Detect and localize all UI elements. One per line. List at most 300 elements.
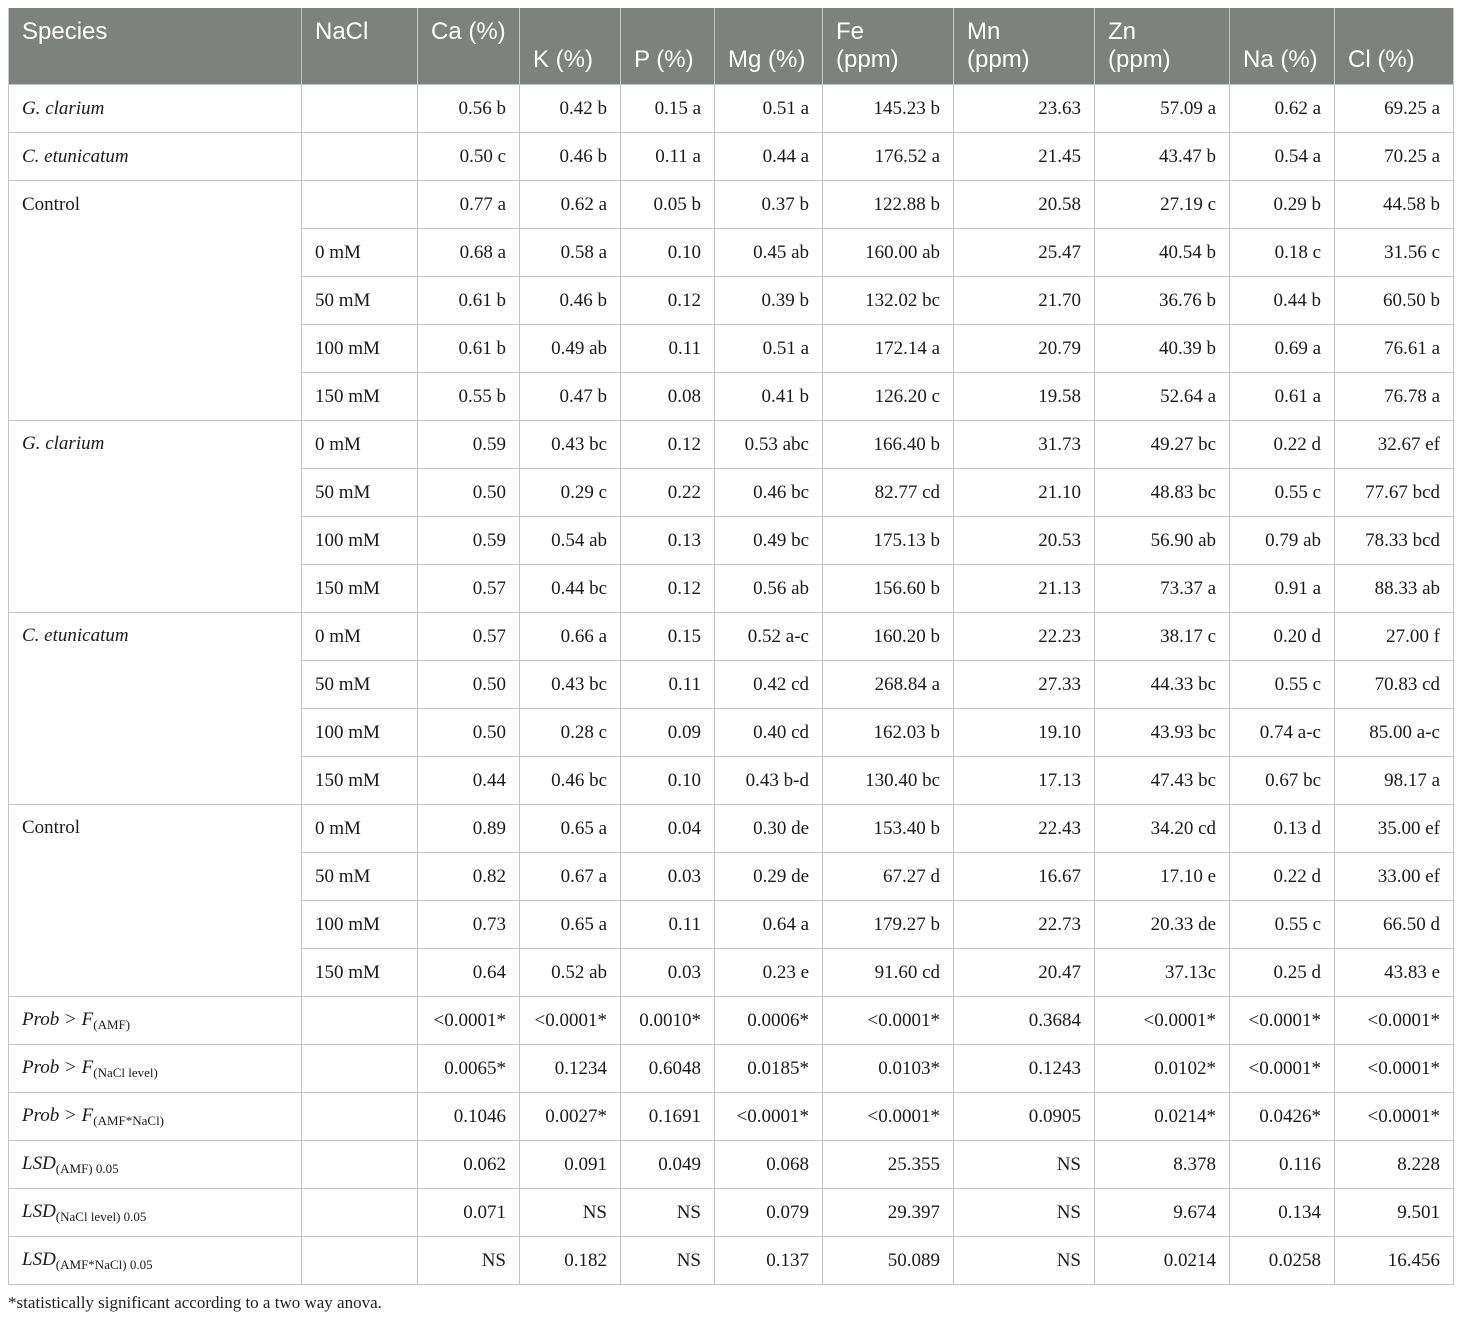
value-cell: 76.78 a <box>1335 373 1454 421</box>
stat-label-subscript: (NaCl level) 0.05 <box>55 1208 147 1224</box>
value-cell: 17.10 e <box>1095 853 1230 901</box>
species-cell: C. etunicatum <box>9 133 302 181</box>
value-cell: 0.1234 <box>520 1045 621 1093</box>
value-cell: 0.45 ab <box>715 229 823 277</box>
value-cell: 22.23 <box>954 613 1095 661</box>
value-cell: 0.61 b <box>418 277 520 325</box>
value-cell: NS <box>418 1237 520 1285</box>
value-cell: 0.134 <box>1230 1189 1335 1237</box>
nacl-cell: 0 mM <box>302 229 418 277</box>
value-cell: 27.33 <box>954 661 1095 709</box>
value-cell: NS <box>954 1141 1095 1189</box>
value-cell: 0.08 <box>621 373 715 421</box>
value-cell: 0.11 <box>621 661 715 709</box>
value-cell: 268.84 a <box>823 661 954 709</box>
value-cell: 20.33 de <box>1095 901 1230 949</box>
value-cell: 0.071 <box>418 1189 520 1237</box>
value-cell: NS <box>621 1189 715 1237</box>
value-cell: 25.47 <box>954 229 1095 277</box>
value-cell: 70.25 a <box>1335 133 1454 181</box>
value-cell: 172.14 a <box>823 325 954 373</box>
value-cell: 0.1243 <box>954 1045 1095 1093</box>
species-cell <box>9 229 302 277</box>
value-cell: <0.0001* <box>715 1093 823 1141</box>
value-cell: 16.456 <box>1335 1237 1454 1285</box>
value-cell: NS <box>520 1189 621 1237</box>
value-cell: 0.91 a <box>1230 565 1335 613</box>
table-container <box>8 8 1453 1313</box>
value-cell: <0.0001* <box>418 997 520 1045</box>
value-cell: 0.54 ab <box>520 517 621 565</box>
table-row <box>9 133 1454 181</box>
value-cell: 0.22 d <box>1230 853 1335 901</box>
nacl-cell: 50 mM <box>302 661 418 709</box>
header-zn: Zn (ppm) <box>1095 8 1230 85</box>
value-cell: 0.43 bc <box>520 661 621 709</box>
nacl-cell: 100 mM <box>302 901 418 949</box>
value-cell: 0.51 a <box>715 85 823 133</box>
stat-label-subscript: (AMF*NaCl) <box>93 1112 165 1128</box>
value-cell: 70.83 cd <box>1335 661 1454 709</box>
value-cell: 0.50 <box>418 709 520 757</box>
value-cell: 0.44 bc <box>520 565 621 613</box>
value-cell: 0.25 d <box>1230 949 1335 997</box>
stats-row <box>9 997 1454 1045</box>
value-cell: 0.0214* <box>1095 1093 1230 1141</box>
nacl-cell: 0 mM <box>302 613 418 661</box>
value-cell: 0.64 a <box>715 901 823 949</box>
value-cell: 0.49 bc <box>715 517 823 565</box>
value-cell: 0.0258 <box>1230 1237 1335 1285</box>
value-cell: 0.69 a <box>1230 325 1335 373</box>
value-cell: 0.46 b <box>520 133 621 181</box>
value-cell: 0.11 <box>621 901 715 949</box>
value-cell: 0.0214 <box>1095 1237 1230 1285</box>
value-cell: 0.0010* <box>621 997 715 1045</box>
nacl-cell <box>302 133 418 181</box>
value-cell: 21.45 <box>954 133 1095 181</box>
value-cell: 49.27 bc <box>1095 421 1230 469</box>
table-row <box>9 181 1454 229</box>
value-cell: 0.44 <box>418 757 520 805</box>
value-cell: 0.22 d <box>1230 421 1335 469</box>
value-cell: 0.44 a <box>715 133 823 181</box>
table-row <box>9 277 1454 325</box>
species-cell <box>9 373 302 421</box>
value-cell: 66.50 d <box>1335 901 1454 949</box>
header-cl: Cl (%) <box>1335 8 1454 85</box>
value-cell: 0.29 c <box>520 469 621 517</box>
value-cell: 0.03 <box>621 853 715 901</box>
value-cell: 25.355 <box>823 1141 954 1189</box>
value-cell: 0.28 c <box>520 709 621 757</box>
value-cell: 0.51 a <box>715 325 823 373</box>
value-cell: 0.46 bc <box>520 757 621 805</box>
value-cell: 21.70 <box>954 277 1095 325</box>
header-mn: Mn (ppm) <box>954 8 1095 85</box>
nacl-cell: 150 mM <box>302 565 418 613</box>
value-cell: 21.13 <box>954 565 1095 613</box>
value-cell: 69.25 a <box>1335 85 1454 133</box>
stat-label: LSD <box>22 1152 56 1174</box>
species-cell: G. clarium <box>9 85 302 133</box>
stat-label-cell <box>9 1045 302 1093</box>
value-cell: 0.20 d <box>1230 613 1335 661</box>
value-cell: 34.20 cd <box>1095 805 1230 853</box>
value-cell: 47.43 bc <box>1095 757 1230 805</box>
value-cell: 0.29 de <box>715 853 823 901</box>
value-cell: 0.10 <box>621 229 715 277</box>
value-cell: 9.674 <box>1095 1189 1230 1237</box>
value-cell: 0.1691 <box>621 1093 715 1141</box>
value-cell: 0.0027* <box>520 1093 621 1141</box>
value-cell: 9.501 <box>1335 1189 1454 1237</box>
value-cell: 56.90 ab <box>1095 517 1230 565</box>
value-cell: 19.58 <box>954 373 1095 421</box>
value-cell: 52.64 a <box>1095 373 1230 421</box>
table-row <box>9 85 1454 133</box>
value-cell: 20.79 <box>954 325 1095 373</box>
value-cell: 0.12 <box>621 565 715 613</box>
nacl-cell <box>302 1237 418 1285</box>
stat-label-cell <box>9 1189 302 1237</box>
value-cell: 0.52 ab <box>520 949 621 997</box>
stats-row <box>9 1237 1454 1285</box>
nacl-cell <box>302 1189 418 1237</box>
value-cell: 27.19 c <box>1095 181 1230 229</box>
value-cell: 0.0905 <box>954 1093 1095 1141</box>
value-cell: 0.58 a <box>520 229 621 277</box>
value-cell: 0.43 b-d <box>715 757 823 805</box>
value-cell: 0.12 <box>621 421 715 469</box>
value-cell: 0.30 de <box>715 805 823 853</box>
value-cell: 0.67 a <box>520 853 621 901</box>
value-cell: 0.54 a <box>1230 133 1335 181</box>
value-cell: 0.56 ab <box>715 565 823 613</box>
nacl-cell <box>302 1141 418 1189</box>
value-cell: 160.20 b <box>823 613 954 661</box>
value-cell: 0.0103* <box>823 1045 954 1093</box>
species-cell: Control <box>9 805 302 997</box>
value-cell: 0.43 bc <box>520 421 621 469</box>
value-cell: 0.62 a <box>1230 85 1335 133</box>
value-cell: 0.64 <box>418 949 520 997</box>
value-cell: 36.76 b <box>1095 277 1230 325</box>
value-cell: 33.00 ef <box>1335 853 1454 901</box>
value-cell: 0.0102* <box>1095 1045 1230 1093</box>
value-cell: 0.59 <box>418 421 520 469</box>
value-cell: 0.22 <box>621 469 715 517</box>
value-cell: 0.049 <box>621 1141 715 1189</box>
value-cell: 57.09 a <box>1095 85 1230 133</box>
value-cell: 0.0065* <box>418 1045 520 1093</box>
stat-label: LSD <box>22 1200 56 1222</box>
stat-label-cell <box>9 1093 302 1141</box>
value-cell: 0.182 <box>520 1237 621 1285</box>
value-cell: 0.05 b <box>621 181 715 229</box>
value-cell: 0.42 cd <box>715 661 823 709</box>
value-cell: 0.46 b <box>520 277 621 325</box>
value-cell: 0.1046 <box>418 1093 520 1141</box>
value-cell: 19.10 <box>954 709 1095 757</box>
value-cell: 76.61 a <box>1335 325 1454 373</box>
nacl-cell <box>302 1093 418 1141</box>
header-row <box>9 8 1454 85</box>
value-cell: 130.40 bc <box>823 757 954 805</box>
value-cell: 20.47 <box>954 949 1095 997</box>
nacl-cell: 150 mM <box>302 757 418 805</box>
stat-label: Prob > F <box>22 1104 94 1126</box>
value-cell: 0.29 b <box>1230 181 1335 229</box>
value-cell: 0.6048 <box>621 1045 715 1093</box>
value-cell: 0.50 <box>418 661 520 709</box>
header-p: P (%) <box>621 8 715 85</box>
table-row <box>9 325 1454 373</box>
value-cell: 162.03 b <box>823 709 954 757</box>
stat-label-cell <box>9 997 302 1045</box>
value-cell: 0.11 <box>621 325 715 373</box>
stat-label: LSD <box>22 1248 56 1270</box>
value-cell: 60.50 b <box>1335 277 1454 325</box>
value-cell: NS <box>954 1189 1095 1237</box>
value-cell: 0.41 b <box>715 373 823 421</box>
value-cell: 0.03 <box>621 949 715 997</box>
value-cell: 153.40 b <box>823 805 954 853</box>
value-cell: 0.091 <box>520 1141 621 1189</box>
value-cell: 0.3684 <box>954 997 1095 1045</box>
value-cell: 38.17 c <box>1095 613 1230 661</box>
nacl-cell: 50 mM <box>302 469 418 517</box>
value-cell: <0.0001* <box>520 997 621 1045</box>
stat-label: Prob > F <box>22 1008 94 1030</box>
value-cell: 85.00 a-c <box>1335 709 1454 757</box>
value-cell: 0.40 cd <box>715 709 823 757</box>
value-cell: 0.61 b <box>418 325 520 373</box>
value-cell: 21.10 <box>954 469 1095 517</box>
value-cell: 82.77 cd <box>823 469 954 517</box>
value-cell: <0.0001* <box>823 1093 954 1141</box>
value-cell: 156.60 b <box>823 565 954 613</box>
value-cell: 0.67 bc <box>1230 757 1335 805</box>
species-cell: C. etunicatum <box>9 613 302 805</box>
value-cell: 0.57 <box>418 613 520 661</box>
value-cell: 0.068 <box>715 1141 823 1189</box>
value-cell: <0.0001* <box>1230 997 1335 1045</box>
value-cell: 0.0185* <box>715 1045 823 1093</box>
stats-row <box>9 1045 1454 1093</box>
header-na: Na (%) <box>1230 8 1335 85</box>
nacl-cell <box>302 85 418 133</box>
value-cell: 44.58 b <box>1335 181 1454 229</box>
value-cell: 0.77 a <box>418 181 520 229</box>
value-cell: 23.63 <box>954 85 1095 133</box>
value-cell: 0.18 c <box>1230 229 1335 277</box>
species-cell <box>9 325 302 373</box>
nacl-cell: 50 mM <box>302 853 418 901</box>
value-cell: 0.10 <box>621 757 715 805</box>
table-row <box>9 229 1454 277</box>
header-species: Species <box>9 8 302 85</box>
value-cell: 0.57 <box>418 565 520 613</box>
value-cell: 0.13 <box>621 517 715 565</box>
stat-label-subscript: (AMF) 0.05 <box>55 1160 119 1176</box>
value-cell: 0.116 <box>1230 1141 1335 1189</box>
species-cell: G. clarium <box>9 421 302 613</box>
value-cell: 22.43 <box>954 805 1095 853</box>
value-cell: 0.55 c <box>1230 469 1335 517</box>
value-cell: 0.82 <box>418 853 520 901</box>
value-cell: <0.0001* <box>1335 1045 1454 1093</box>
value-cell: 78.33 bcd <box>1335 517 1454 565</box>
nacl-cell <box>302 181 418 229</box>
value-cell: 0.65 a <box>520 901 621 949</box>
value-cell: 8.378 <box>1095 1141 1230 1189</box>
value-cell: 0.04 <box>621 805 715 853</box>
value-cell: <0.0001* <box>1095 997 1230 1045</box>
value-cell: 0.42 b <box>520 85 621 133</box>
value-cell: 145.23 b <box>823 85 954 133</box>
table-row <box>9 613 1454 661</box>
value-cell: 0.59 <box>418 517 520 565</box>
value-cell: 0.56 b <box>418 85 520 133</box>
value-cell: 0.62 a <box>520 181 621 229</box>
value-cell: 77.67 bcd <box>1335 469 1454 517</box>
value-cell: 126.20 c <box>823 373 954 421</box>
value-cell: <0.0001* <box>1230 1045 1335 1093</box>
value-cell: 20.58 <box>954 181 1095 229</box>
table-row <box>9 805 1454 853</box>
value-cell: 160.00 ab <box>823 229 954 277</box>
value-cell: <0.0001* <box>1335 997 1454 1045</box>
footnote: *statistically significant according to a two way anova. <box>8 1293 382 1312</box>
value-cell: 31.73 <box>954 421 1095 469</box>
stats-row <box>9 1141 1454 1189</box>
value-cell: 32.67 ef <box>1335 421 1454 469</box>
value-cell: 43.93 bc <box>1095 709 1230 757</box>
value-cell: 50.089 <box>823 1237 954 1285</box>
table-row <box>9 421 1454 469</box>
stat-label-subscript: (NaCl level) <box>93 1064 158 1080</box>
nacl-cell: 100 mM <box>302 517 418 565</box>
nacl-cell: 150 mM <box>302 949 418 997</box>
value-cell: 0.11 a <box>621 133 715 181</box>
nacl-cell: 0 mM <box>302 805 418 853</box>
value-cell: 0.55 c <box>1230 901 1335 949</box>
header-k: K (%) <box>520 8 621 85</box>
value-cell: 0.79 ab <box>1230 517 1335 565</box>
value-cell: 16.67 <box>954 853 1095 901</box>
value-cell: 0.15 a <box>621 85 715 133</box>
stat-label-subscript: (AMF) <box>93 1016 131 1032</box>
nacl-cell: 50 mM <box>302 277 418 325</box>
header-fe: Fe (ppm) <box>823 8 954 85</box>
value-cell: 88.33 ab <box>1335 565 1454 613</box>
value-cell: 17.13 <box>954 757 1095 805</box>
stat-label-cell <box>9 1237 302 1285</box>
value-cell: 8.228 <box>1335 1141 1454 1189</box>
value-cell: 73.37 a <box>1095 565 1230 613</box>
value-cell: 98.17 a <box>1335 757 1454 805</box>
value-cell: 0.46 bc <box>715 469 823 517</box>
stat-label-cell <box>9 1141 302 1189</box>
nacl-cell <box>302 1045 418 1093</box>
value-cell: 0.74 a-c <box>1230 709 1335 757</box>
value-cell: 0.062 <box>418 1141 520 1189</box>
value-cell: 0.0426* <box>1230 1093 1335 1141</box>
value-cell: 0.61 a <box>1230 373 1335 421</box>
value-cell: 40.39 b <box>1095 325 1230 373</box>
value-cell: 48.83 bc <box>1095 469 1230 517</box>
value-cell: 0.079 <box>715 1189 823 1237</box>
value-cell: 0.53 abc <box>715 421 823 469</box>
value-cell: 0.137 <box>715 1237 823 1285</box>
value-cell: 20.53 <box>954 517 1095 565</box>
species-cell <box>9 277 302 325</box>
header-mg: Mg (%) <box>715 8 823 85</box>
nacl-cell: 100 mM <box>302 709 418 757</box>
value-cell: 176.52 a <box>823 133 954 181</box>
value-cell: 27.00 f <box>1335 613 1454 661</box>
value-cell: 0.55 b <box>418 373 520 421</box>
value-cell: 0.73 <box>418 901 520 949</box>
stats-row <box>9 1189 1454 1237</box>
value-cell: 0.0006* <box>715 997 823 1045</box>
value-cell: 22.73 <box>954 901 1095 949</box>
value-cell: 132.02 bc <box>823 277 954 325</box>
value-cell: 0.68 a <box>418 229 520 277</box>
value-cell: 0.66 a <box>520 613 621 661</box>
value-cell: 43.83 e <box>1335 949 1454 997</box>
value-cell: 0.15 <box>621 613 715 661</box>
header-ca: Ca (%) <box>418 8 520 85</box>
nacl-cell: 150 mM <box>302 373 418 421</box>
nacl-cell: 0 mM <box>302 421 418 469</box>
value-cell: 166.40 b <box>823 421 954 469</box>
stat-label: Prob > F <box>22 1056 94 1078</box>
nacl-cell <box>302 997 418 1045</box>
value-cell: 0.13 d <box>1230 805 1335 853</box>
value-cell: 0.50 <box>418 469 520 517</box>
value-cell: <0.0001* <box>823 997 954 1045</box>
value-cell: 179.27 b <box>823 901 954 949</box>
value-cell: 43.47 b <box>1095 133 1230 181</box>
value-cell: 35.00 ef <box>1335 805 1454 853</box>
value-cell: 0.44 b <box>1230 277 1335 325</box>
value-cell: 0.49 ab <box>520 325 621 373</box>
value-cell: 0.39 b <box>715 277 823 325</box>
value-cell: 0.52 a-c <box>715 613 823 661</box>
value-cell: 31.56 c <box>1335 229 1454 277</box>
value-cell: 175.13 b <box>823 517 954 565</box>
nutrient-table <box>8 8 1454 1285</box>
value-cell: 0.12 <box>621 277 715 325</box>
value-cell: 0.65 a <box>520 805 621 853</box>
value-cell: 122.88 b <box>823 181 954 229</box>
value-cell: 0.50 c <box>418 133 520 181</box>
value-cell: NS <box>954 1237 1095 1285</box>
value-cell: 44.33 bc <box>1095 661 1230 709</box>
value-cell: 0.23 e <box>715 949 823 997</box>
value-cell: 29.397 <box>823 1189 954 1237</box>
stat-label-subscript: (AMF*NaCl) 0.05 <box>55 1256 153 1272</box>
value-cell: 37.13c <box>1095 949 1230 997</box>
value-cell: 67.27 d <box>823 853 954 901</box>
value-cell: 0.37 b <box>715 181 823 229</box>
value-cell: <0.0001* <box>1335 1093 1454 1141</box>
stats-row <box>9 1093 1454 1141</box>
table-row <box>9 373 1454 421</box>
header-nacl: NaCl <box>302 8 418 85</box>
